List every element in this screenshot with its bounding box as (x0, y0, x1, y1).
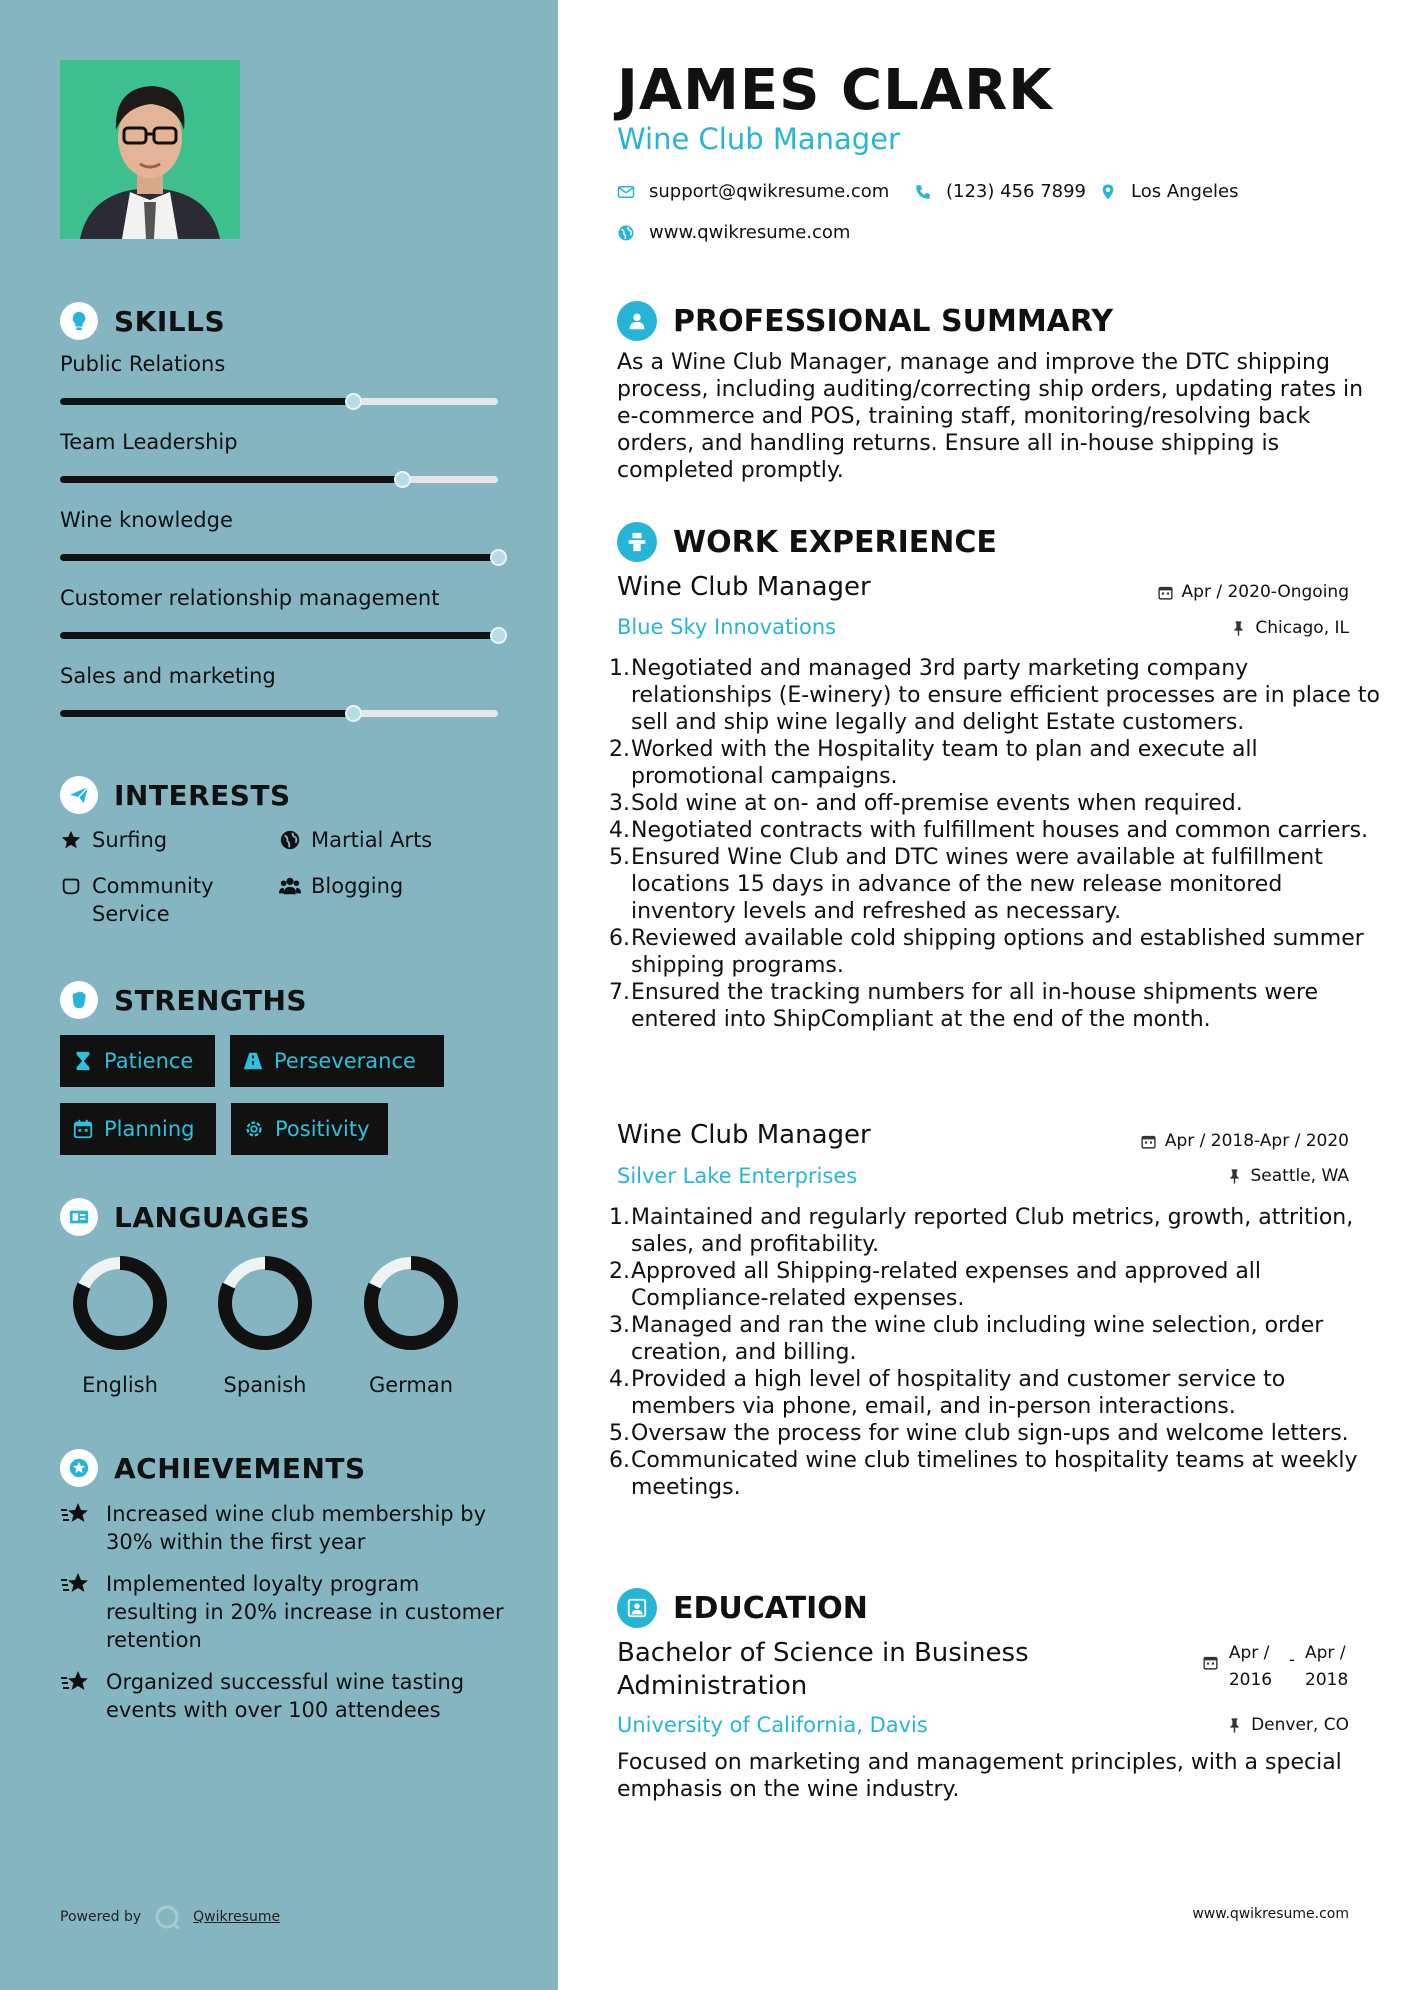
bullet-number: 2. (609, 737, 630, 762)
bullet-number: 7. (609, 980, 630, 1005)
skill-bar-fill (60, 476, 402, 483)
pin-icon (1230, 620, 1247, 637)
language-item (205, 1253, 325, 1397)
user-icon (617, 301, 657, 341)
candidate-title: Wine Club Manager (617, 122, 900, 156)
bullet-number: 6. (609, 926, 630, 951)
job-dates: Apr / 2018-Apr / 2020 (1140, 1131, 1349, 1151)
skill-bar-fill (60, 398, 353, 405)
calendar-icon (1140, 1133, 1157, 1150)
lightbulb-icon (60, 302, 98, 340)
languages-heading: LANGUAGES (60, 1198, 310, 1236)
star-shooting-icon (60, 1500, 92, 1528)
graduate-icon (617, 1588, 657, 1628)
language-name: Spanish (223, 1373, 307, 1397)
language-item (351, 1253, 471, 1397)
skill-bar-knob (394, 471, 411, 488)
bullet-text: Negotiated and managed 3rd party marketing company relationships (E-winery) to ensure efficient processes are in place to sell and ship wine legally and delight Estate customers. (631, 656, 1380, 735)
interest-community-service: Community Service (60, 872, 260, 928)
bullet-text: Negotiated contracts with fulfillment houses and common carriers. (631, 818, 1369, 843)
skill-bar (60, 398, 498, 405)
footer-url[interactable]: www.qwikresume.com (1192, 1906, 1349, 1922)
skill-name: Sales and marketing (60, 664, 276, 688)
job-bullet (609, 1366, 1387, 1420)
summary-text: As a Wine Club Manager, manage and improve the DTC shipping process, including auditing/correcting ship orders, updating rates in e-commerce and POS, training staff, monitoring/resolving back orders, and handling returns. Ensure all in-house shipping is completed promptly. (617, 350, 1364, 483)
profile-photo (60, 60, 240, 239)
candidate-name: JAMES CLARK (617, 58, 1053, 123)
language-donut (70, 1253, 170, 1353)
job-bullet (609, 1258, 1387, 1312)
skill-bar-fill (60, 554, 498, 561)
pin-icon (1226, 1717, 1243, 1734)
powered-by: Powered by Qwikresume (60, 1903, 280, 1931)
job-dates: Apr / 2020-Ongoing (1157, 582, 1349, 602)
skill-bar-fill (60, 632, 498, 639)
bullet-number: 3. (609, 791, 630, 816)
skill-name: Team Leadership (60, 430, 238, 454)
bullet-text: Ensured the tracking numbers for all in-house shipments were entered into ShipCompliant at the end of the month. (631, 980, 1319, 1032)
job-role: Wine Club Manager (617, 1120, 871, 1150)
skill-name: Customer relationship management (60, 586, 440, 610)
interest-martial-arts: Martial Arts (279, 826, 432, 854)
experience-heading: WORK EXPERIENCE (617, 522, 997, 562)
skill-name: Wine knowledge (60, 508, 233, 532)
strength-positivity: Positivity (231, 1103, 388, 1155)
calendar-icon (1157, 584, 1174, 601)
bullet-text: Maintained and regularly reported Club metrics, growth, attrition, sales, and profitability. (631, 1205, 1354, 1257)
strength-patience: Patience (60, 1035, 215, 1087)
job-bullet (609, 979, 1387, 1033)
bullet-text: Managed and ran the wine club including wine selection, order creation, and billing. (631, 1313, 1324, 1365)
globe-icon (279, 829, 301, 851)
job-bullet (609, 1447, 1387, 1501)
bullet-number: 1. (609, 656, 630, 681)
interest-blogging: Blogging (279, 872, 403, 900)
skill-item (60, 664, 498, 688)
job-company: Silver Lake Enterprises (617, 1164, 858, 1188)
skill-bar-fill (60, 710, 353, 717)
bullet-text: Worked with the Hospitality team to plan and execute all promotional campaigns. (631, 737, 1258, 789)
education-location: Denver, CO (1226, 1715, 1349, 1735)
map-pin-icon (1099, 183, 1117, 201)
skill-item (60, 508, 498, 532)
education-heading: EDUCATION (617, 1588, 868, 1628)
main-content (558, 0, 1407, 1990)
language-donut (361, 1253, 461, 1353)
strength-planning: Planning (60, 1103, 216, 1155)
job-bullet (609, 925, 1387, 979)
skill-bar-knob (345, 393, 362, 410)
bullet-text: Reviewed available cold shipping options and established summer shipping programs. (631, 926, 1364, 978)
star-icon (60, 829, 82, 851)
language-card-icon (60, 1198, 98, 1236)
star-badge-icon (60, 1449, 98, 1487)
skill-bar-knob (490, 549, 507, 566)
language-name: German (368, 1373, 454, 1397)
job-location: Seattle, WA (1226, 1166, 1350, 1186)
bullet-number: 2. (609, 1259, 630, 1284)
skill-bar (60, 554, 498, 561)
contact-email[interactable]: support@qwikresume.com (617, 181, 889, 202)
job-bullet (609, 655, 1387, 736)
bullet-number: 4. (609, 818, 630, 843)
globe-icon (617, 224, 635, 242)
calendar-icon (1202, 1654, 1219, 1671)
job-bullet (609, 1312, 1387, 1366)
skill-bar (60, 632, 498, 639)
bullet-text: Approved all Shipping-related expenses and approved all Compliance-related expenses. (631, 1259, 1262, 1311)
job-bullets (609, 1204, 1387, 1501)
interests-heading: INTERESTS (60, 776, 291, 814)
job-location: Chicago, IL (1230, 618, 1349, 638)
skill-bar-knob (345, 705, 362, 722)
job-role: Wine Club Manager (617, 572, 871, 602)
hourglass-icon (72, 1050, 94, 1072)
education-degree: Bachelor of Science in Business Administration (617, 1638, 1029, 1701)
contact-website[interactable]: www.qwikresume.com (617, 222, 850, 243)
bullet-text: Communicated wine club timelines to hospitality teams at weekly meetings. (631, 1448, 1358, 1500)
calendar-icon (72, 1118, 94, 1140)
language-name: English (82, 1373, 158, 1397)
skill-item (60, 430, 498, 454)
bullet-number: 5. (609, 1421, 630, 1446)
qwikresume-logo-icon (153, 1903, 181, 1931)
summary-heading: PROFESSIONAL SUMMARY (617, 301, 1113, 341)
language-donut (215, 1253, 315, 1353)
education-school: University of California, Davis (617, 1713, 928, 1737)
job-bullet (609, 790, 1387, 817)
achievements-heading: ACHIEVEMENTS (60, 1449, 366, 1487)
bullet-number: 3. (609, 1313, 630, 1338)
contact-location: Los Angeles (1099, 181, 1239, 202)
achievement-item: Implemented loyalty program resulting in 20% increase in customer retention (60, 1570, 510, 1654)
job-bullet (609, 1420, 1387, 1447)
job-bullet (609, 736, 1387, 790)
envelope-icon (617, 183, 635, 201)
job-bullet (609, 844, 1387, 925)
qwikresume-link[interactable]: Qwikresume (193, 1909, 281, 1925)
bullet-number: 5. (609, 845, 630, 870)
hand-icon (60, 875, 82, 897)
podium-icon (617, 522, 657, 562)
phone-icon (914, 183, 932, 201)
job-bullet (609, 1204, 1387, 1258)
skill-bar-knob (490, 627, 507, 644)
bullet-number: 6. (609, 1448, 630, 1473)
pin-icon (1226, 1168, 1243, 1185)
star-shooting-icon (60, 1668, 92, 1696)
contact-phone[interactable]: (123) 456 7899 (914, 181, 1086, 202)
users-icon (279, 875, 301, 897)
job-bullets (609, 655, 1387, 1033)
bullet-text: Ensured Wine Club and DTC wines were available at fulfillment locations 15 days in advance of the new release monitored inventory levels and refreshed as necessary. (631, 845, 1323, 924)
bullet-number: 4. (609, 1367, 630, 1392)
star-shooting-icon (60, 1570, 92, 1598)
date-separator: - (1288, 1650, 1295, 1670)
bullet-number: 1. (609, 1205, 630, 1230)
paper-plane-icon (60, 776, 98, 814)
interest-surfing: Surfing (60, 826, 167, 854)
gear-icon (243, 1118, 265, 1140)
education-description: Focused on marketing and management principles, with a special emphasis on the wine industry. (617, 1750, 1342, 1802)
achievement-item: Organized successful wine tasting events with over 100 attendees (60, 1668, 510, 1724)
skill-name: Public Relations (60, 352, 226, 376)
strengths-heading: STRENGTHS (60, 981, 307, 1019)
achievement-item: Increased wine club membership by 30% within the first year (60, 1500, 510, 1556)
road-icon (242, 1050, 264, 1072)
sidebar (0, 0, 558, 1990)
strength-perseverance: Perseverance (230, 1035, 444, 1087)
skills-heading: SKILLS (60, 302, 225, 340)
language-item (60, 1253, 180, 1397)
fist-icon (60, 981, 98, 1019)
bullet-text: Oversaw the process for wine club sign-ups and welcome letters. (631, 1421, 1349, 1446)
skill-item (60, 586, 498, 610)
bullet-text: Provided a high level of hospitality and customer service to members via phone, email, and in-person interactions. (631, 1367, 1286, 1419)
skill-bar (60, 476, 498, 483)
job-bullet (609, 817, 1387, 844)
bullet-text: Sold wine at on- and off-premise events when required. (631, 791, 1243, 816)
skill-bar (60, 710, 498, 717)
education-dates: Apr / 2016 - Apr / 2018 (1202, 1640, 1355, 1694)
job-company: Blue Sky Innovations (617, 615, 837, 639)
skill-item (60, 352, 498, 376)
